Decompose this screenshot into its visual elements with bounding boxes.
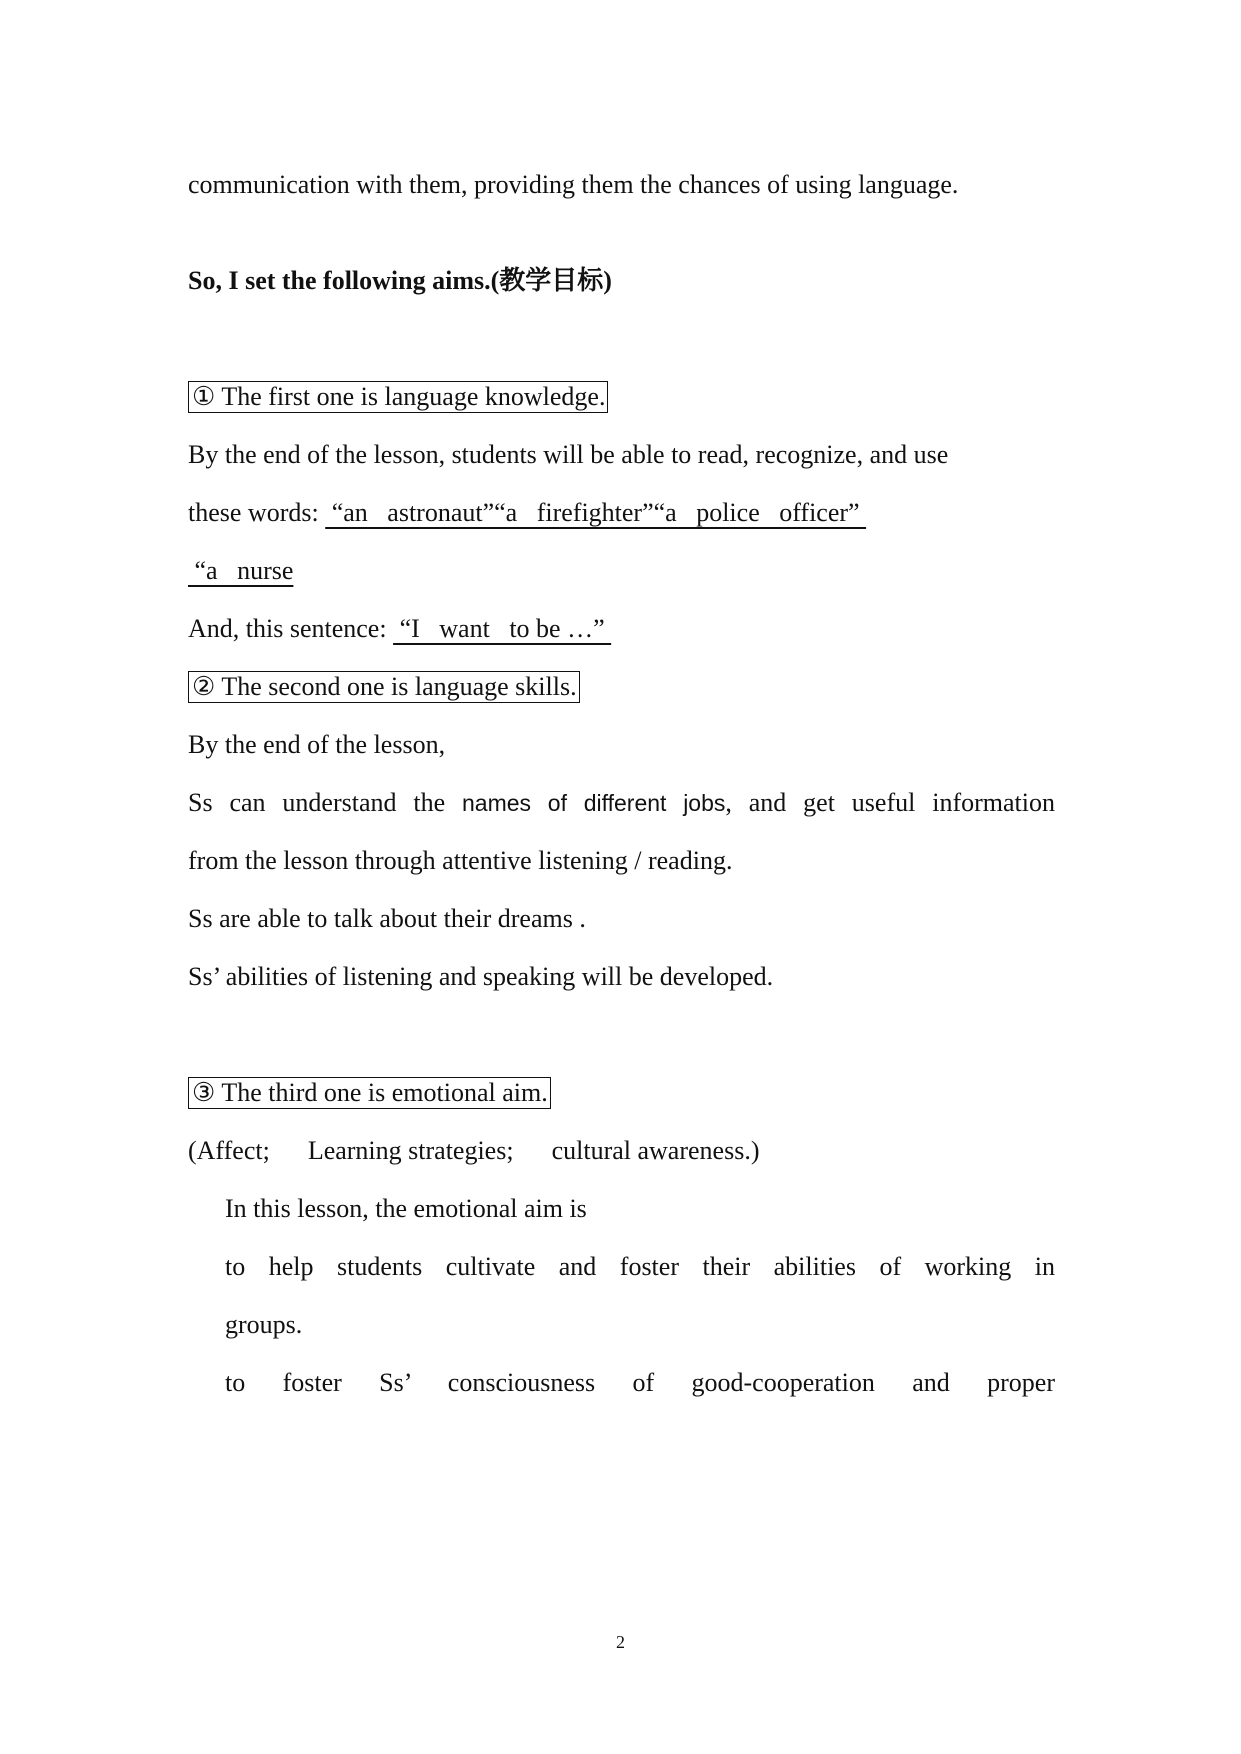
aim1-words-continued <box>188 554 293 588</box>
page-number: 2 <box>616 1632 625 1652</box>
aim3-category-strategies: Learning strategies; <box>307 1136 514 1165</box>
aims-heading: So, I set the following aims.(教学目标) <box>188 266 612 295</box>
aim3-category-cultural: cultural awareness.) <box>551 1136 760 1165</box>
aim2-intro: By the end of the lesson, <box>188 730 446 759</box>
aim1-words-line <box>188 496 866 530</box>
aim2-title-line <box>188 670 580 704</box>
aim1-words-underlined: “an astronaut”“a firefighter”“a police officer” <box>325 498 867 527</box>
paragraph-communication: communication with them, providing them the chances of using language. <box>188 170 959 199</box>
aim2-title-box: ② The second one is language skills. <box>188 671 580 703</box>
aim1-words-prefix: these words: <box>188 498 319 527</box>
aim2-dreams-line: Ss are able to talk about their dreams . <box>188 904 586 933</box>
aim1-intro: By the end of the lesson, students will be able to read, recognize, and use <box>188 440 949 469</box>
aim3-categories-line <box>188 1134 759 1168</box>
aim1-words-continued-underlined: “a nurse <box>188 556 294 585</box>
aim3-groups-line: groups. <box>225 1310 303 1339</box>
aim3-category-affect: (Affect; <box>188 1136 270 1165</box>
aim1-sentence-line <box>188 612 611 646</box>
aim3-foster-line: to foster Ss’ consciousness of good-cooperation and proper <box>225 1368 1055 1397</box>
aim2-abilities-line: Ss’ abilities of listening and speaking will be developed. <box>188 962 774 991</box>
aim3-title-line <box>188 1076 551 1110</box>
aim2-job-names: names of different jobs <box>462 790 726 816</box>
aim2-understand-line <box>188 786 1055 820</box>
aim3-help-line: to help students cultivate and foster their abilities of working in <box>225 1252 1055 1281</box>
aim2-understand-a: Ss can understand the <box>188 788 446 817</box>
aim1-title-box: ① The first one is language knowledge. <box>188 381 608 413</box>
aim2-listening-line: from the lesson through attentive listening / reading. <box>188 846 733 875</box>
aim3-intro: In this lesson, the emotional aim is <box>225 1194 587 1223</box>
aim1-sentence-underlined: “I want to be …” <box>393 614 612 643</box>
aim2-understand-b: , and get useful information <box>725 788 1055 817</box>
aim1-sentence-prefix: And, this sentence: <box>188 614 387 643</box>
aim3-title-box: ③ The third one is emotional aim. <box>188 1077 551 1109</box>
aim1-title-line <box>188 380 608 414</box>
